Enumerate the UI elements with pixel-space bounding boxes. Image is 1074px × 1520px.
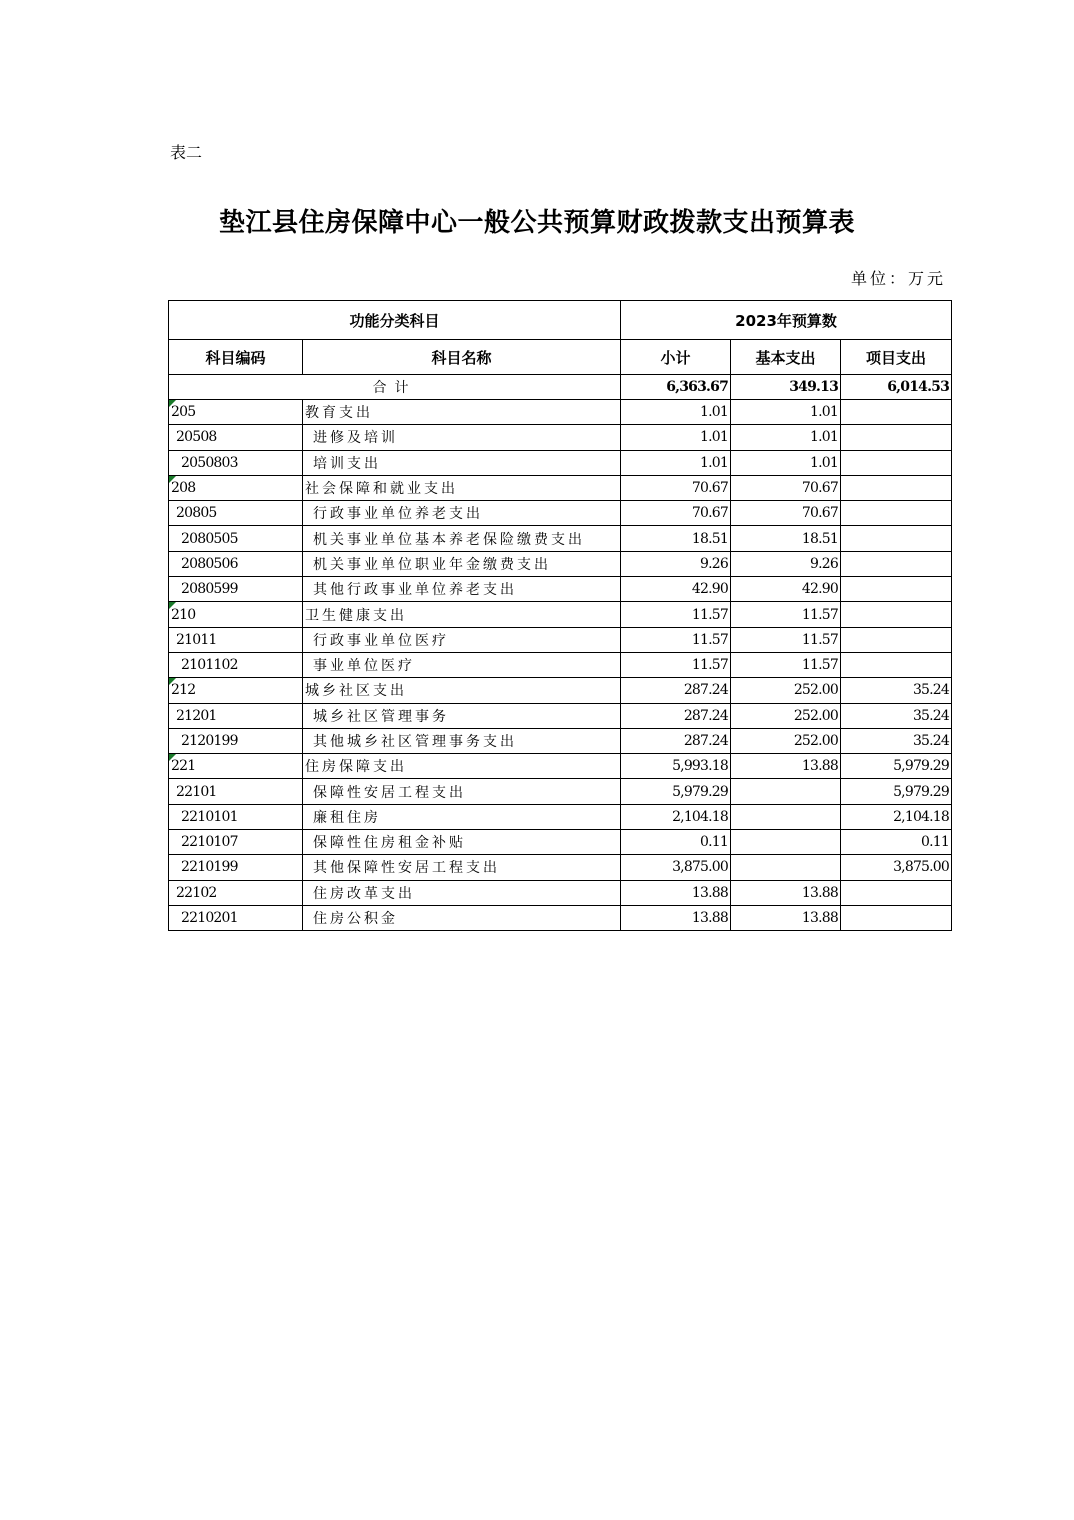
row-code-text: 20508 <box>176 429 217 446</box>
table-row <box>169 577 952 602</box>
table-row <box>169 652 952 677</box>
row-basic <box>731 855 841 880</box>
row-subtotal: 287.24 <box>621 703 731 728</box>
row-project <box>841 526 952 551</box>
row-project <box>841 880 952 905</box>
row-code-text: 210 <box>171 606 196 623</box>
row-subtotal: 18.51 <box>621 526 731 551</box>
row-basic: 1.01 <box>731 450 841 475</box>
row-name: 卫生健康支出 <box>303 602 621 627</box>
row-subtotal: 1.01 <box>621 400 731 425</box>
row-project: 0.11 <box>841 830 952 855</box>
row-basic: 13.88 <box>731 880 841 905</box>
row-basic <box>731 804 841 829</box>
row-basic: 18.51 <box>731 526 841 551</box>
row-name: 保障性安居工程支出 <box>303 779 621 804</box>
row-code <box>169 475 303 500</box>
row-project <box>841 450 952 475</box>
row-basic: 9.26 <box>731 551 841 576</box>
row-basic <box>731 779 841 804</box>
table-row <box>169 602 952 627</box>
row-code <box>169 577 303 602</box>
row-code <box>169 652 303 677</box>
table-row <box>169 855 952 880</box>
row-code <box>169 754 303 779</box>
table-row <box>169 678 952 703</box>
row-name: 进修及培训 <box>303 425 621 450</box>
row-project <box>841 425 952 450</box>
table-row <box>169 475 952 500</box>
row-name: 行政事业单位养老支出 <box>303 501 621 526</box>
cell-flag-icon <box>169 400 176 407</box>
row-basic: 11.57 <box>731 602 841 627</box>
row-project <box>841 400 952 425</box>
row-project <box>841 602 952 627</box>
row-code-text: 212 <box>171 682 196 699</box>
row-subtotal: 11.57 <box>621 652 731 677</box>
row-name: 机关事业单位职业年金缴费支出 <box>303 551 621 576</box>
row-code <box>169 551 303 576</box>
table-row <box>169 400 952 425</box>
table-row <box>169 627 952 652</box>
row-code <box>169 905 303 930</box>
row-project: 5,979.29 <box>841 779 952 804</box>
header-basic: 基本支出 <box>731 340 841 375</box>
row-code-text: 22101 <box>176 783 217 800</box>
table-row <box>169 450 952 475</box>
row-basic: 13.88 <box>731 905 841 930</box>
row-subtotal: 5,979.29 <box>621 779 731 804</box>
row-name: 教育支出 <box>303 400 621 425</box>
row-name: 城乡社区支出 <box>303 678 621 703</box>
table-row <box>169 501 952 526</box>
row-basic: 13.88 <box>731 754 841 779</box>
row-code-text: 2120199 <box>181 733 238 749</box>
row-name: 机关事业单位基本养老保险缴费支出 <box>303 526 621 551</box>
row-code <box>169 425 303 450</box>
row-name: 廉租住房 <box>303 804 621 829</box>
row-subtotal: 70.67 <box>621 501 731 526</box>
row-name: 住房改革支出 <box>303 880 621 905</box>
row-code <box>169 602 303 627</box>
row-basic: 252.00 <box>731 728 841 753</box>
row-name: 其他行政事业单位养老支出 <box>303 577 621 602</box>
row-code <box>169 450 303 475</box>
header-project: 项目支出 <box>841 340 952 375</box>
row-basic: 11.57 <box>731 627 841 652</box>
row-project <box>841 905 952 930</box>
row-subtotal: 42.90 <box>621 577 731 602</box>
row-code-text: 221 <box>171 758 196 775</box>
row-code <box>169 804 303 829</box>
row-basic: 11.57 <box>731 652 841 677</box>
row-code <box>169 880 303 905</box>
row-subtotal: 11.57 <box>621 602 731 627</box>
row-name: 城乡社区管理事务 <box>303 703 621 728</box>
row-code <box>169 501 303 526</box>
row-project: 35.24 <box>841 703 952 728</box>
row-code-text: 2101102 <box>181 657 238 674</box>
table-row <box>169 728 952 753</box>
header-category: 功能分类科目 <box>169 301 621 340</box>
unit-label: 单位：万元 <box>850 269 946 288</box>
row-basic: 70.67 <box>731 501 841 526</box>
table-row <box>169 754 952 779</box>
row-code <box>169 678 303 703</box>
row-subtotal: 0.11 <box>621 830 731 855</box>
row-project: 2,104.18 <box>841 804 952 829</box>
row-code-text: 2210201 <box>181 910 238 927</box>
row-subtotal: 3,875.00 <box>621 855 731 880</box>
table-row <box>169 526 952 551</box>
table-row <box>169 779 952 804</box>
row-code <box>169 779 303 804</box>
table-row <box>169 830 952 855</box>
row-project <box>841 627 952 652</box>
row-project <box>841 475 952 500</box>
cell-flag-icon <box>169 754 176 761</box>
row-subtotal: 13.88 <box>621 880 731 905</box>
table-row <box>169 880 952 905</box>
table-row <box>169 551 952 576</box>
row-project <box>841 652 952 677</box>
total-subtotal: 6,363.67 <box>621 375 731 400</box>
cell-flag-icon <box>169 678 176 685</box>
total-project: 6,014.53 <box>841 375 952 400</box>
row-subtotal: 287.24 <box>621 728 731 753</box>
page-title: 垫江县住房保障中心一般公共预算财政拨款支出预算表 <box>218 208 855 238</box>
row-code-text: 2080506 <box>181 555 238 572</box>
row-basic: 1.01 <box>731 425 841 450</box>
cell-flag-icon <box>169 602 176 609</box>
row-name: 事业单位医疗 <box>303 652 621 677</box>
row-project: 3,875.00 <box>841 855 952 880</box>
row-subtotal: 5,993.18 <box>621 754 731 779</box>
row-code-text: 2050803 <box>181 454 238 471</box>
row-name: 行政事业单位医疗 <box>303 627 621 652</box>
row-code <box>169 728 303 753</box>
row-name: 保障性住房租金补贴 <box>303 830 621 855</box>
row-basic: 42.90 <box>731 577 841 602</box>
row-project <box>841 501 952 526</box>
header-code: 科目编码 <box>169 340 303 375</box>
row-code-text: 22102 <box>176 884 217 901</box>
total-row <box>169 375 952 400</box>
row-basic: 70.67 <box>731 475 841 500</box>
row-project: 35.24 <box>841 678 952 703</box>
row-code-text: 2210199 <box>181 859 238 876</box>
document-label: 表二 <box>170 143 203 162</box>
table-row <box>169 425 952 450</box>
row-basic: 252.00 <box>731 678 841 703</box>
row-basic: 252.00 <box>731 703 841 728</box>
row-code-text: 205 <box>171 404 196 421</box>
row-code-text: 21201 <box>176 707 217 724</box>
row-project: 35.24 <box>841 728 952 753</box>
header-subtotal: 小计 <box>621 340 731 375</box>
cell-flag-icon <box>169 476 176 483</box>
row-subtotal: 9.26 <box>621 551 731 576</box>
table-row <box>169 804 952 829</box>
row-name: 住房保障支出 <box>303 754 621 779</box>
row-subtotal: 2,104.18 <box>621 804 731 829</box>
row-code-text: 208 <box>171 480 196 497</box>
row-subtotal: 1.01 <box>621 450 731 475</box>
row-subtotal: 13.88 <box>621 905 731 930</box>
row-code <box>169 855 303 880</box>
row-name: 培训支出 <box>303 450 621 475</box>
row-code-text: 2080505 <box>181 530 238 547</box>
table-row <box>169 905 952 930</box>
total-label: 合计 <box>169 375 621 400</box>
row-code <box>169 400 303 425</box>
row-code-text: 2080599 <box>181 581 238 598</box>
row-code <box>169 627 303 652</box>
row-subtotal: 1.01 <box>621 425 731 450</box>
row-name: 住房公积金 <box>303 905 621 930</box>
row-project <box>841 577 952 602</box>
row-code-text: 2210101 <box>181 808 238 825</box>
row-code <box>169 526 303 551</box>
row-code <box>169 703 303 728</box>
row-code-text: 21011 <box>176 631 217 648</box>
row-code-text: 2210107 <box>181 834 238 851</box>
row-name: 其他保障性安居工程支出 <box>303 855 621 880</box>
row-basic <box>731 830 841 855</box>
row-subtotal: 70.67 <box>621 475 731 500</box>
table-row <box>169 703 952 728</box>
total-basic: 349.13 <box>731 375 841 400</box>
row-code-text: 20805 <box>176 505 217 522</box>
row-basic: 1.01 <box>731 400 841 425</box>
budget-table <box>168 300 952 931</box>
row-name: 社会保障和就业支出 <box>303 475 621 500</box>
header-budget-year: 2023年预算数 <box>621 301 952 340</box>
row-subtotal: 11.57 <box>621 627 731 652</box>
header-name: 科目名称 <box>303 340 621 375</box>
row-name: 其他城乡社区管理事务支出 <box>303 728 621 753</box>
row-project <box>841 551 952 576</box>
row-code <box>169 830 303 855</box>
row-subtotal: 287.24 <box>621 678 731 703</box>
row-project: 5,979.29 <box>841 754 952 779</box>
